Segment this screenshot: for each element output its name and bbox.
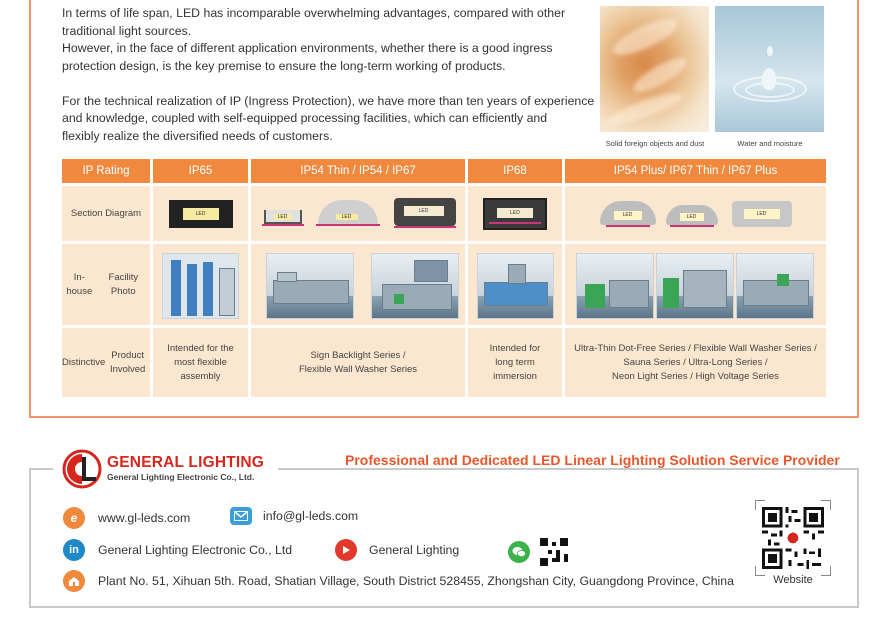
product-line: Ultra-Thin Dot-Free Series / Flexible Wall Washer Series / [574,342,817,354]
intro-line: However, in the face of different application environments, whether there is a good ingress [62,41,553,55]
website-contact[interactable] [63,507,190,529]
label-line: Facility Photo [108,271,139,297]
product-line: Flexible Wall Washer Series [298,363,418,375]
facility-photo-plus-c [736,253,814,319]
facility-photo-ip54-a [266,253,354,319]
product-line: long term [495,356,535,368]
tagline: Professional and Dedicated LED Linear Lighting Solution Service Provider [345,452,840,468]
intro-line: flexibly realize the diversified needs of customers. [62,128,333,143]
facility-photo-plus-b [656,253,734,319]
section-diagram [169,200,233,228]
footer-top-line [278,468,859,470]
address-text: Plant No. 51, Xihuan 5th. Road, Shatian Village, South District 528455, Zhongshan City, Guangdong Province, China [98,574,734,588]
header-ip65: IP65 [153,159,248,183]
intro-line: In terms of life span, LED has incomparable overwhelming advantages, compared with other [62,6,566,20]
label-line: Distinctive [62,356,106,368]
label-line: Product Involved [109,349,146,375]
qr-code-icon [762,507,824,569]
product-line: Neon Light Series / High Voltage Series [612,370,779,382]
youtube-link[interactable]: General Lighting [369,543,460,557]
brand-subtitle: General Lighting Electronic Co., Ltd. [107,472,255,482]
product-line: immersion [493,370,537,382]
section-ip54 [251,186,465,241]
pcb-bar [489,222,541,224]
email-link[interactable]: info@gl-leds.com [263,509,359,523]
intro-para3 [62,93,597,146]
address-contact [63,570,734,592]
ip-rating-table [62,159,826,399]
intro-para1 [62,5,597,75]
product-line: Intended for [489,342,541,354]
led-chip: LED [183,208,219,220]
product-ip-plus [565,328,826,397]
email-icon [230,507,252,525]
intro-line: and knowledge, coupled with self-equipped processing facilities, which can efficiently and [62,111,548,125]
led-chip: LED [274,214,292,220]
section-ip65 [153,186,248,241]
dust-photo [600,6,709,132]
intro-line: protection design, is the key premise to ensure the long-term working of products. [62,58,506,73]
website-icon: e [63,507,85,529]
section-ip-plus [565,186,826,241]
linkedin-contact[interactable] [63,539,292,561]
led-chip: LED [404,206,444,216]
youtube-contact[interactable] [335,539,459,561]
facility-photo-ip68 [477,253,554,319]
product-line: most flexible [174,356,227,368]
pcb-bar [670,225,714,227]
section-diagram [483,198,547,230]
product-line: Sauna Series / Ultra-Long Series / [623,356,768,368]
led-chip: LED [744,209,780,219]
email-contact[interactable] [230,507,358,525]
qr-label: Website [773,574,813,586]
wechat-qr-icon [540,538,568,566]
product-line: Sign Backlight Series / [310,349,406,361]
section-diagram-group [596,197,796,231]
home-icon [63,570,85,592]
youtube-icon [335,539,357,561]
linkedin-icon: in [63,539,85,561]
header-ip54: IP54 Thin / IP54 / IP67 [251,159,465,183]
header-ip-rating: IP Rating [62,159,150,183]
led-chip: LED [680,213,704,221]
row-label-facility [62,244,150,325]
footer-top-line [29,468,53,470]
facility-photo-plus-a [576,253,654,319]
product-ip68 [468,328,562,397]
led-chip: LED [336,214,358,220]
header-ip68: IP68 [468,159,562,183]
facility-photo-ip65 [162,253,239,319]
water-caption: Water and moisture [737,139,803,148]
linkedin-link[interactable]: General Lighting Electronic Co., Ltd [98,543,293,557]
wechat-contact[interactable] [508,538,568,566]
led-chip: LED [614,211,642,220]
website-link[interactable]: www.gl-leds.com [98,511,191,525]
header-ip-plus: IP54 Plus/ IP67 Thin / IP67 Plus [565,159,826,183]
product-line: assembly [180,370,221,382]
logo-icon [62,449,102,489]
water-photo [715,6,824,132]
row-label-section: Section Diagram [62,186,150,241]
product-line: Intended for the [167,342,234,354]
label-line: In-house [66,271,93,297]
intro-text [62,5,597,145]
product-ip54 [251,328,465,397]
product-ip65 [153,328,248,397]
section-ip68 [468,186,562,241]
section-diagram-group [256,196,461,232]
row-label-product [62,328,150,397]
led-chip: LED [497,208,533,218]
intro-line: traditional light sources. [62,23,192,38]
pcb-bar [606,225,650,227]
pcb-bar [394,226,456,228]
intro-line: For the technical realization of IP (Ingress Protection), we have more than ten years of experience [62,93,595,108]
facility-photo-ip54-b [371,253,459,319]
pcb-bar [316,224,380,226]
dust-caption: Solid foreign objects and dust [605,139,705,148]
pcb-bar [262,224,304,226]
brand-name: GENERAL LIGHTING [107,454,265,471]
wechat-icon [508,541,530,563]
website-qr-code[interactable] [755,500,831,576]
